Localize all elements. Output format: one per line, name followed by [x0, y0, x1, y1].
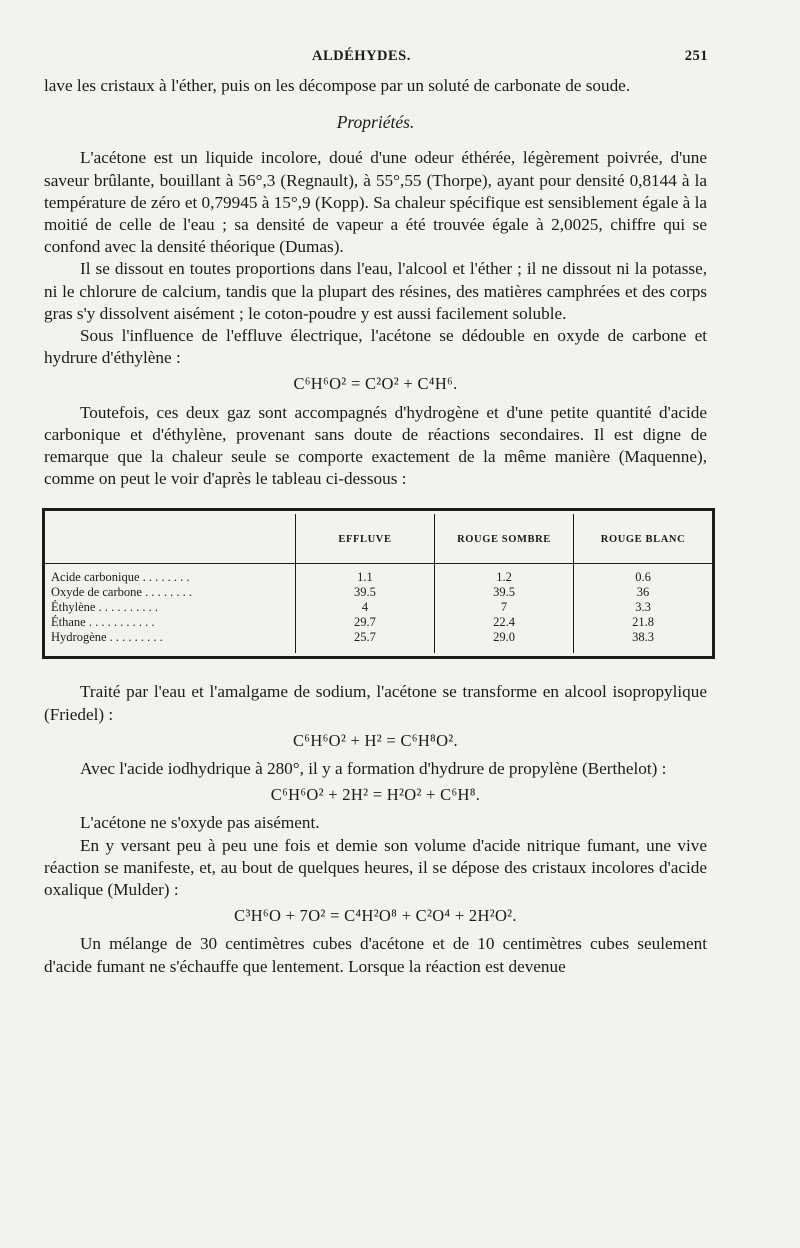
row-label: Éthane . . . . . . . . . . .	[51, 615, 155, 630]
cell-effluve: 29.7	[295, 615, 434, 630]
cell-effluve: 4	[295, 600, 434, 615]
table-header-rouge-sombre: ROUGE SOMBRE	[435, 514, 574, 564]
cell-rouge-sombre: 29.0	[435, 630, 574, 653]
formula-1: C⁶H⁶O² = C²O² + C⁴H⁶.	[293, 374, 458, 394]
running-title: ALDÉHYDES.	[312, 48, 411, 64]
cell-rouge-blanc: 3.3	[574, 600, 712, 615]
cell-rouge-blanc: 0.6	[574, 564, 712, 586]
table-header-effluve: EFFLUVE	[295, 514, 434, 564]
gas-table	[42, 508, 715, 659]
cell-rouge-blanc: 36	[574, 585, 712, 600]
paragraph-1: lave les cristaux à l'éther, puis on les décompose par un soluté de carbonate de soude.	[44, 76, 631, 95]
cell-effluve: 39.5	[295, 585, 434, 600]
cell-effluve: 25.7	[295, 630, 434, 653]
paragraph-8: L'acétone ne s'oxyde pas aisément.	[80, 813, 320, 833]
cell-rouge-sombre: 7	[435, 600, 574, 615]
paragraph-4: Sous l'influence de l'effluve électrique, l'acétone se dédouble en oxyde de carbone et hydrure d'éthylène :	[44, 326, 707, 368]
paragraph-2: L'acétone est un liquide incolore, doué d'une odeur éthérée, légèrement poivrée, d'une saveur brûlante, bouillant à 56°,3 (Regnault), à 55°,55 (Thorpe), ayant pour densité 0,8144 à la température de zéro et 0,79945 à 15°,9 (Kopp). Sa chaleur spécifique est sensiblement égale à la moitié de celle de l'eau ; sa densité de vapeur a été trouvée égale à 2,0025, chiffre qui se confond avec la densité théorique (Dumas).	[44, 148, 707, 257]
paragraph-10: Un mélange de 30 centimètres cubes d'acétone et de 10 centimètres cubes seulement d'acide fumant ne s'échauffe que lentement. Lorsque la réaction est devenue	[44, 934, 707, 976]
paragraph-9: En y versant peu à peu une fois et demie son volume d'acide nitrique fumant, une vive réaction se manifeste, et, au bout de quelques heures, il se dépose des cristaux incolores d'acide oxalique (Mulder) :	[44, 835, 707, 900]
table-header-blank	[45, 514, 295, 564]
section-title: Propriétés.	[336, 112, 415, 133]
formula-3: C⁶H⁶O² + 2H² = H²O² + C⁶H⁸.	[270, 785, 481, 805]
cell-rouge-blanc: 38.3	[574, 630, 712, 653]
table-header-rouge-blanc: ROUGE BLANC	[574, 514, 712, 564]
paragraph-7: Avec l'acide iodhydrique à 280°, il y a formation d'hydrure de propylène (Berthelot) :	[80, 759, 667, 779]
table-row	[45, 630, 712, 653]
paragraph-6: Traité par l'eau et l'amalgame de sodium, l'acétone se transforme en alcool isopropylique (Friedel) :	[44, 682, 707, 724]
cell-rouge-sombre: 22.4	[435, 615, 574, 630]
row-label: Acide carbonique . . . . . . . .	[51, 570, 190, 585]
page-body	[44, 75, 707, 978]
paragraph-5: Toutefois, ces deux gaz sont accompagnés d'hydrogène et d'une petite quantité d'acide carbonique et d'éthylène, provenant sans doute de réactions secondaires. Il est digne de remarque que la chaleur seule se comporte exactement de la même manière (Maquenne), comme on peut le voir d'après le tableau ci-dessous :	[44, 402, 707, 489]
cell-rouge-sombre: 39.5	[435, 585, 574, 600]
table-row	[45, 564, 712, 586]
cell-rouge-blanc: 21.8	[574, 615, 712, 630]
formula-4: C³H⁶O + 7O² = C⁴H²O⁸ + C²O⁴ + 2H²O².	[234, 906, 517, 926]
cell-effluve: 1.1	[295, 564, 434, 586]
table-row	[45, 585, 712, 600]
row-label: Oxyde de carbone . . . . . . . .	[51, 585, 192, 600]
row-label: Hydrogène . . . . . . . . .	[51, 630, 163, 645]
table-row	[45, 615, 712, 630]
table-row	[45, 600, 712, 615]
paragraph-3: Il se dissout en toutes proportions dans l'eau, l'alcool et l'éther ; il ne dissout ni la potasse, ni le chlorure de calcium, tandis que la plupart des résines, des matières camphrées et des corps gras s'y dissolvent aisément ; le coton-poudre y est aussi facilement soluble.	[44, 259, 707, 323]
page-number: 251	[684, 48, 708, 64]
cell-rouge-sombre: 1.2	[435, 564, 574, 586]
formula-2: C⁶H⁶O² + H² = C⁶H⁸O².	[293, 730, 458, 750]
row-label: Éthylène . . . . . . . . . .	[51, 600, 158, 615]
